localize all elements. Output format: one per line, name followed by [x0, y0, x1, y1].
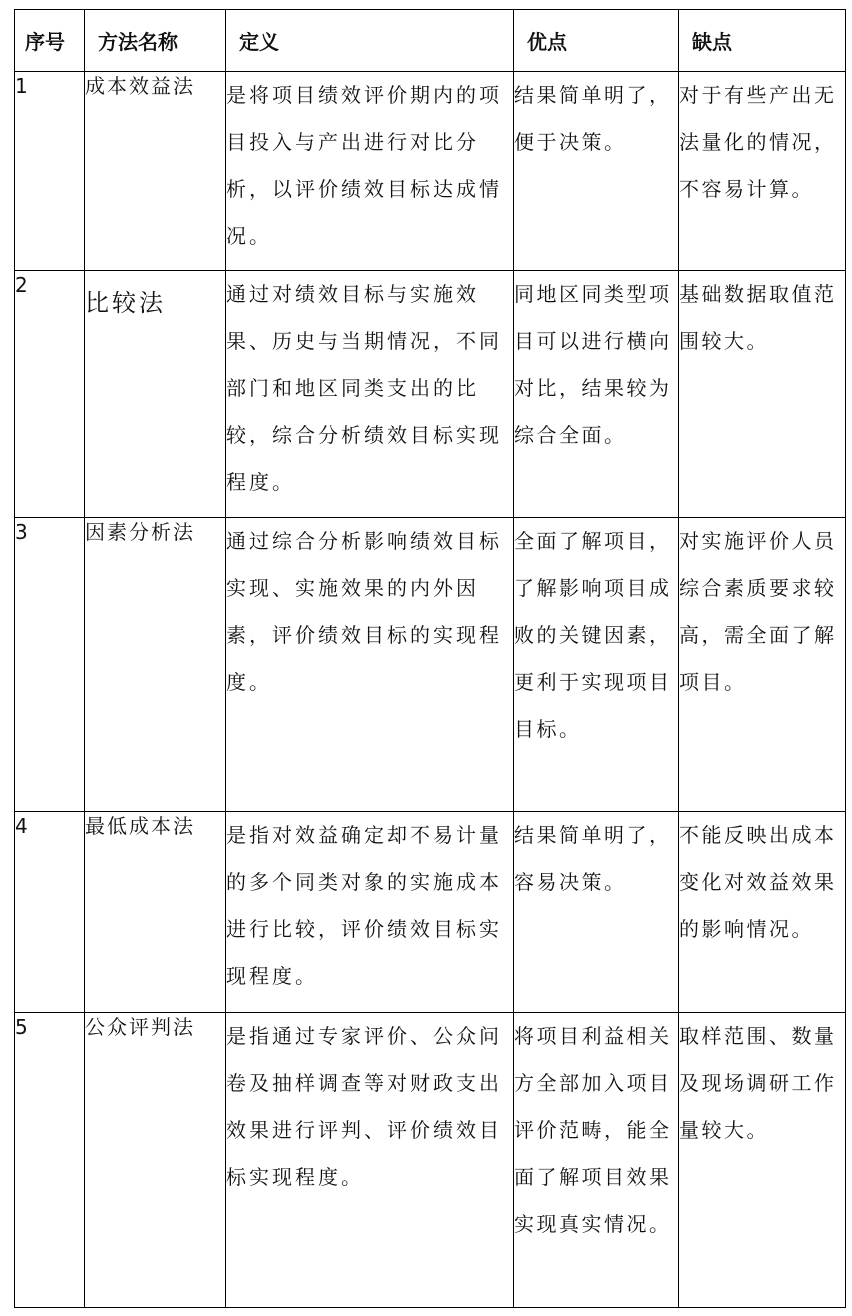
header-definition: 定义 [226, 10, 514, 72]
row-number: 5 [15, 1013, 85, 1308]
method-cons: 对于有些产出无法量化的情况，不容易计算。 [679, 72, 846, 271]
table-row [15, 271, 846, 518]
method-definition: 是指对效益确定却不易计量的多个同类对象的实施成本进行比较，评价绩效目标实现程度。 [226, 812, 514, 1013]
row-number: 4 [15, 812, 85, 1013]
method-definition: 通过对绩效目标与实施效果、历史与当期情况，不同部门和地区同类支出的比较，综合分析绩效目标实现程度。 [226, 271, 514, 518]
method-name: 因素分析法 [85, 518, 226, 812]
table-row [15, 72, 846, 271]
row-number: 3 [15, 518, 85, 812]
method-pros: 同地区同类型项目可以进行横向对比，结果较为综合全面。 [514, 271, 679, 518]
method-definition: 是指通过专家评价、公众问卷及抽样调查等对财政支出效果进行评判、评价绩效目标实现程度。 [226, 1013, 514, 1308]
method-cons: 不能反映出成本变化对效益效果的影响情况。 [679, 812, 846, 1013]
row-number: 2 [15, 271, 85, 518]
table-header-row [15, 10, 846, 72]
method-definition: 是将项目绩效评价期内的项目投入与产出进行对比分析，以评价绩效目标达成情况。 [226, 72, 514, 271]
table-row [15, 812, 846, 1013]
method-cons: 对实施评价人员综合素质要求较高，需全面了解项目。 [679, 518, 846, 812]
table-row [15, 518, 846, 812]
table-row [15, 1013, 846, 1308]
method-pros: 结果简单明了，容易决策。 [514, 812, 679, 1013]
method-name: 最低成本法 [85, 812, 226, 1013]
method-pros: 将项目利益相关方全部加入项目评价范畴，能全面了解项目效果实现真实情况。 [514, 1013, 679, 1308]
method-cons: 基础数据取值范围较大。 [679, 271, 846, 518]
method-cons: 取样范围、数量及现场调研工作量较大。 [679, 1013, 846, 1308]
row-number: 1 [15, 72, 85, 271]
header-pros: 优点 [514, 10, 679, 72]
method-pros: 结果简单明了，便于决策。 [514, 72, 679, 271]
method-name: 比较法 [85, 271, 226, 518]
method-name: 成本效益法 [85, 72, 226, 271]
method-name: 公众评判法 [85, 1013, 226, 1308]
header-method-name: 方法名称 [85, 10, 226, 72]
method-definition: 通过综合分析影响绩效目标实现、实施效果的内外因素，评价绩效目标的实现程度。 [226, 518, 514, 812]
header-no: 序号 [15, 10, 85, 72]
method-pros: 全面了解项目，了解影响项目成败的关键因素，更利于实现项目目标。 [514, 518, 679, 812]
evaluation-methods-table [14, 9, 846, 1308]
header-cons: 缺点 [679, 10, 846, 72]
